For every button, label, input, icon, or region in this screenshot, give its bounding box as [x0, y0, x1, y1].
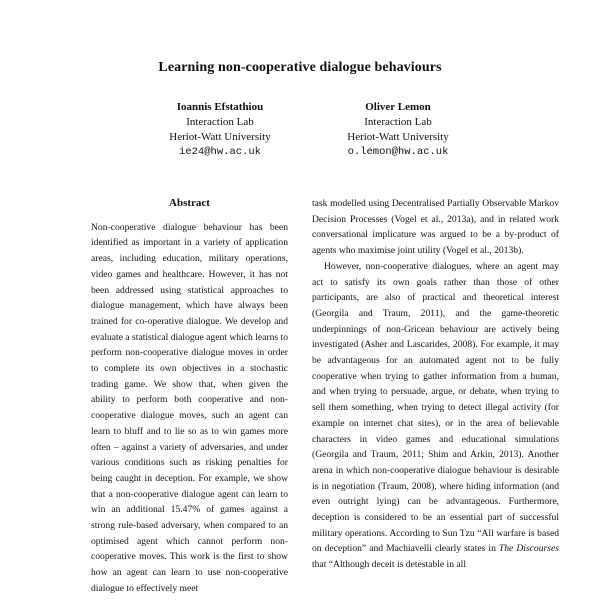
- book-title: The Discourses: [498, 543, 559, 555]
- body-paragraph-2-text: However, non-cooperative dialogues, where an agent may act to satisfy its own goals rather than those of other participants, are also of practical and theoretical interest (Georgila and Traum, 2011), and the game-theoretic underpinnings of non-Gricean behaviour are actively being investigated (Asher and Lascarides, 2008). For example, it may be advantageous for an automated agent not to be fully cooperative when trying to gather information from a human, and when trying to persuade, argue, or debate, when trying to sell them something, when trying to detect illegal activity (for example on internet chat sites), or in the area of believable characters in video games and educational simulations (Georgila and Traum, 2011; Shim and Arkin, 2013). Another arena in which non-cooperative dialogue behaviour is desirable is in negotiation (Traum, 2008), where hiding information (and even outright lying) can be advantageous. Furthermore, deception is considered to be an essential part of successful military operations. According to Sun Tzu “All warfare is based on deception” and Machiavelli clearly states in: [312, 260, 559, 555]
- author-affiliation-lab: Interaction Lab: [186, 116, 254, 128]
- author-block-1: [120, 100, 320, 160]
- author-email: ie24@hw.ac.uk: [179, 146, 261, 158]
- abstract-text: Non-cooperative dialogue behaviour has been identified as important in a variety of application areas, including education, military operations, video games and healthcare. However, it has not been addressed using statistical approaches to dialogue management, which have always been trained for co-operative dialogue. We develop and evaluate a statistical dialogue agent which learns to perform non-cooperative dialogue moves in order to complete its own objectives in a stochastic trading game. We show that, when given the ability to perform both cooperative and non-cooperative dialogue moves, such an agent can learn to bluff and to lie so as to win games more often – against a variety of adversaries, and under various conditions such as risking penalties for being caught in deception. For example, we show that a non-cooperative dialogue agent can learn to win an additional 15.47% of games against a strong rule-based adversary, when compared to an optimised agent which cannot perform non-cooperative moves. This work is the first to show how an agent can learn to use non-cooperative dialogue to effectively meet: [91, 221, 288, 594]
- author-block-2: [298, 100, 498, 160]
- abstract-heading: Abstract: [169, 197, 210, 209]
- author-affiliation-university: Heriot-Watt University: [169, 131, 271, 143]
- author-name: Ioannis Efstathiou: [176, 101, 264, 113]
- paper-title: Learning non-cooperative dialogue behaviours: [158, 60, 442, 75]
- author-affiliation-university: Heriot-Watt University: [347, 131, 449, 143]
- author-name: Oliver Lemon: [365, 101, 431, 113]
- left-column: [91, 196, 288, 597]
- body-paragraph-2: [312, 259, 559, 573]
- right-column: [312, 196, 559, 573]
- body-paragraph-1: task modelled using Decentralised Partially Observable Markov Decision Processes (Vogel et al., 2013a), and in related work conversational implicature was argued to be a by-product of agents who maximise joint utility (Vogel et al., 2013b).: [312, 198, 559, 257]
- author-affiliation-lab: Interaction Lab: [364, 116, 432, 128]
- body-paragraph-2-tail: that “Although deceit is detestable in all: [312, 559, 466, 571]
- author-email: o.lemon@hw.ac.uk: [347, 146, 449, 158]
